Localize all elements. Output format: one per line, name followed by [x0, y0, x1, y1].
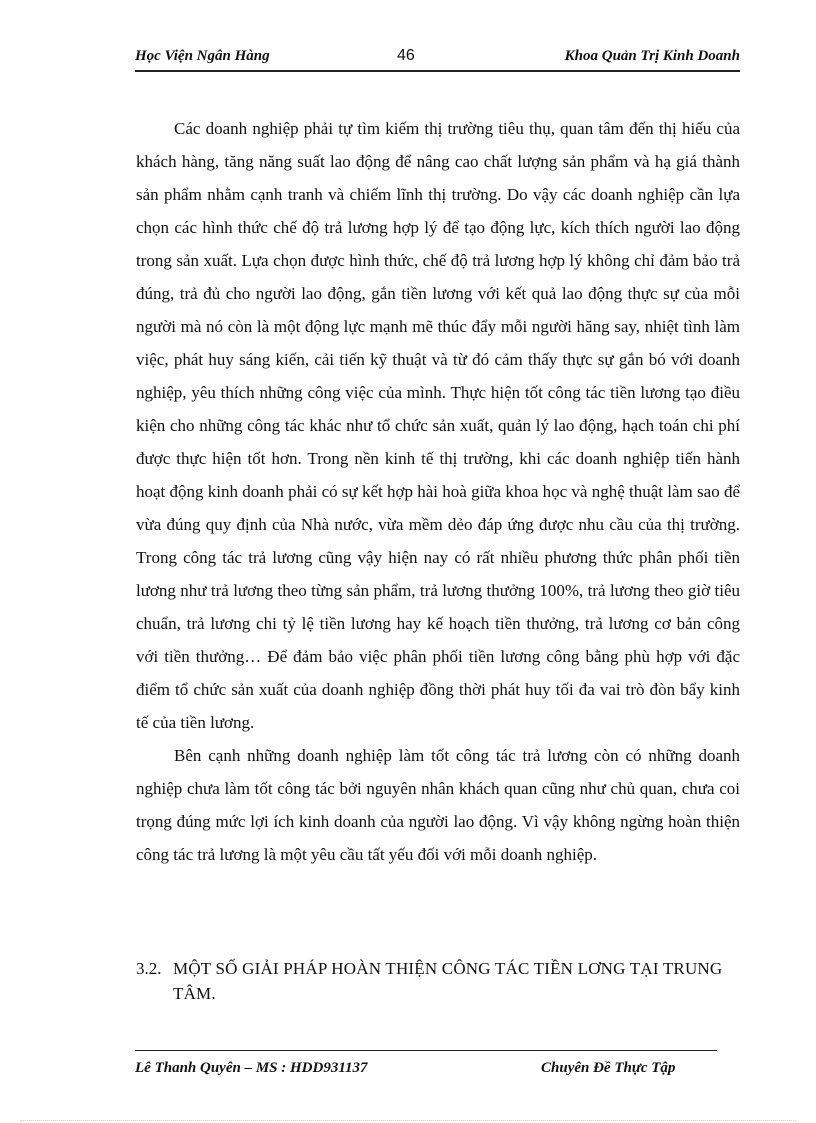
section-title: MỘT SỐ GIẢI PHÁP HOÀN THIỆN CÔNG TÁC TIỀN LƠNG TẠI TRUNG TÂM. [173, 959, 723, 1003]
page-header [135, 46, 740, 72]
section-heading [136, 956, 740, 1006]
header-institution: Học Viện Ngân Hàng [135, 48, 270, 64]
footer-author: Lê Thanh Quyên – MS : HDD931137 [135, 1060, 368, 1076]
footer-divider [135, 1050, 717, 1051]
paragraph-2: Bên cạnh những doanh nghiệp làm tốt công tác trả lương còn có những doanh nghiệp chưa làm tốt công tác bởi nguyên nhân khách quan cũng như chủ quan, chưa coi trọng đúng mức lợi ích kinh doanh của người lao động. Vì vậy không ngừng hoàn thiện công tác trả lương là một yêu cầu tất yếu đối với mỗi doanh nghiệp. [136, 746, 740, 864]
document-body [136, 112, 740, 871]
footer-doc-type: Chuyên Đề Thực Tập [541, 1060, 676, 1076]
header-faculty: Khoa Quản Trị Kinh Doanh [564, 48, 740, 64]
section-number: 3.2. [136, 959, 162, 978]
page-edge [20, 1120, 796, 1121]
paragraph-1: Các doanh nghiệp phải tự tìm kiếm thị trường tiêu thụ, quan tâm đến thị hiếu của khách hàng, tăng năng suất lao động để nâng cao chất lượng sản phẩm và hạ giá thành sản phẩm nhằm cạnh tranh và chiếm lĩnh thị trường. Do vậy các doanh nghiệp cần lựa chọn các hình thức chế độ trả lương hợp lý để tạo động lực, kích thích người lao động trong sản xuất. Lựa chọn được hình thức, chế độ trả lương hợp lý không chỉ đảm bảo trả đúng, trả đủ cho người lao động, gắn tiền lương với kết quả lao động thực sự của mỗi người mà nó còn là một động lực mạnh mẽ thúc đẩy mỗi người hăng say, nhiệt tình làm việc, phát huy sáng kiến, cải tiến kỹ thuật và từ đó cảm thấy thực sự gắn bó với doanh nghiệp, yêu thích những công việc của mình. Thực hiện tốt công tác tiền lương tạo điều kiện cho những công tác khác như tổ chức sản xuất, quản lý lao động, hạch toán chi phí được thực hiện tốt hơn. Trong nền kinh tế thị trường, khi các doanh nghiệp tiến hành hoạt động kinh doanh phải có sự kết hợp hài hoà giữa khoa học và nghệ thuật làm sao để vừa đúng quy định của Nhà nước, vừa mềm dẻo đáp ứng được nhu cầu của thị trường. Trong công tác trả lương cũng vậy hiện nay có rất nhiều phương thức phân phối tiền lương như trả lương theo từng sản phẩm, trả lương thưởng 100%, trả lương theo giờ tiêu chuẩn, trả lương chi tỷ lệ tiền lương hay kế hoạch tiền thưởng, trả lương cơ bản công với tiền thưởng… Để đảm bảo việc phân phối tiền lương công bằng phù hợp với đặc điểm tổ chức sản xuất của doanh nghiệp đồng thời phát huy tối đa vai trò đòn bẩy kinh tế của tiền lương. [136, 119, 740, 732]
page-number: 46 [397, 47, 415, 64]
